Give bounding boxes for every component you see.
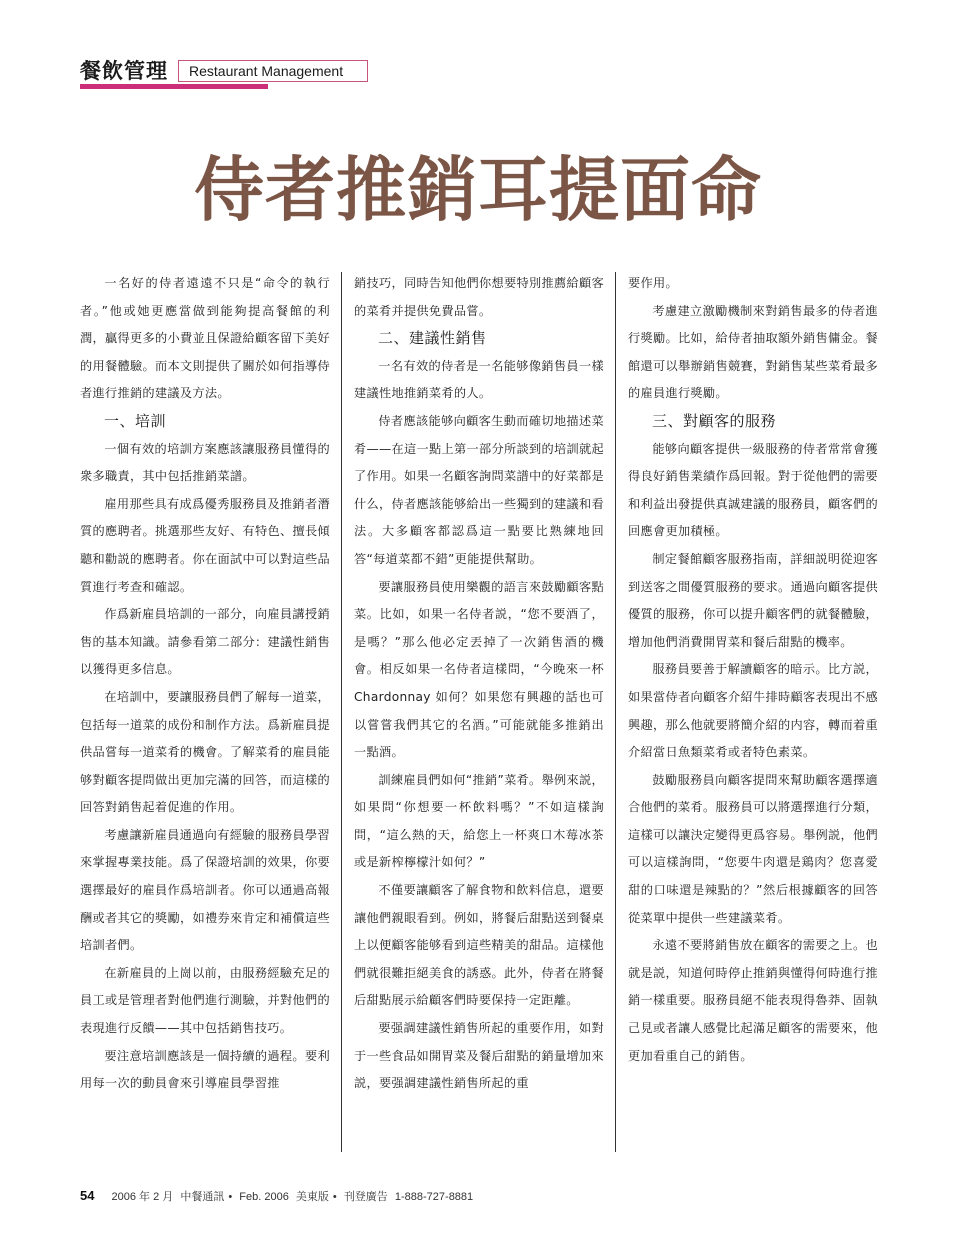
column-divider xyxy=(341,272,342,1152)
article-paragraph: 一個有效的培訓方案應該讓服務員懂得的衆多職責，其中包括推銷菜譜。 xyxy=(80,441,330,484)
article-paragraph: 雇用那些具有成爲優秀服務員及推銷者潛質的應聘者。挑選那些友好、有特色、擅長傾聽和勸説的應聘者。你在面試中可以對這些品質進行考查和確認。 xyxy=(80,496,330,594)
article-paragraph: 要注意培訓應該是一個持續的過程。要利用每一次的動員會來引導雇員學習推 xyxy=(80,1048,330,1091)
section-header xyxy=(80,58,380,90)
article-paragraph: 要讓服務員使用樂觀的語言來鼓勵顧客點菜。比如，如果一名侍者説，“您不要酒了，是嗎？”那么他必定丟掉了一次銷售酒的機會。相反如果一名侍者這樣問，“今晚來一杯 Chardonnay 如何？如果您有興趣的話也可以嘗嘗我們其它的名酒。”可能就能多推銷出一點酒。 xyxy=(354,579,604,760)
column-divider xyxy=(615,272,616,1152)
article-title: 侍者推銷耳提面命 xyxy=(194,148,762,231)
article-column-2 xyxy=(354,270,604,1160)
section-heading: 二、建議性銷售 xyxy=(378,329,487,348)
article-paragraph: 在培訓中，要讓服務員們了解每一道菜，包括每一道菜的成份和制作方法。爲新雇員提供品嘗每一道菜肴的機會。了解菜肴的雇員能够對顧客提問做出更加完滿的回答，而這樣的回答對銷售起着促進的作用。 xyxy=(80,689,330,815)
article-paragraph: 考慮讓新雇員通過向有經驗的服務員學習來掌握專業技能。爲了保證培訓的效果，你要選擇最好的雇員作爲培訓者。你可以通過高報酬或者其它的獎勵，如禮券來肯定和補償這些培訓者們。 xyxy=(80,827,330,953)
article-paragraph: 考慮建立激勵機制來對銷售最多的侍者進行獎勵。比如，給侍者抽取額外銷售傭金。餐館還可以舉辦銷售競賽，對銷售某些菜肴最多的雇員進行獎勵。 xyxy=(628,303,878,401)
article-column-3 xyxy=(628,270,878,1160)
article-paragraph: 銷技巧，同時告知他們你想要特別推薦給顧客的菜肴并提供免費品嘗。 xyxy=(354,276,604,318)
article-paragraph: 制定餐館顧客服務指南，詳細説明從迎客到送客之間優質服務的要求。通過向顧客提供優質的服務，你可以提升顧客們的就餐體驗，增加他們消費開胃菜和餐后甜點的機率。 xyxy=(628,551,878,649)
section-heading: 三、對顧客的服務 xyxy=(652,411,777,430)
section-heading: 一、培訓 xyxy=(104,411,167,430)
footer-edition: 美東版 xyxy=(295,1191,329,1203)
section-title-en: Restaurant Management xyxy=(178,60,368,82)
footer-ad-label: 刊登廣告 xyxy=(343,1191,388,1203)
article-paragraph: 能够向顧客提供一級服務的侍者常常會獲得良好銷售業績作爲回報。對于從他們的需要和利益出發提供真誠建議的服務員，顧客們的回應會更加積極。 xyxy=(628,441,878,539)
footer-bullet: • xyxy=(228,1191,233,1203)
article-paragraph: 服務員要善于解讀顧客的暗示。比方説，如果當侍者向顧客介紹牛排時顧客表現出不感興趣，那么他就要將簡介紹的内容，轉而着重介紹當日魚類菜肴或者特色素菜。 xyxy=(628,662,878,760)
section-title-zh: 餐飲管理 xyxy=(80,59,168,83)
article-paragraph: 鼓勵服務員向顧客提問來幫助顧客選擇適合他們的菜肴。服務員可以將選擇進行分類，這樣可以讓決定變得更爲容易。舉例説，他們可以這樣詢問，“您要牛肉還是鶏肉？您喜愛甜的口味還是辣點的？”然后根據顧客的回答從菜單中提供一些建議菜肴。 xyxy=(628,772,878,925)
footer-phone: 1-888-727-8881 xyxy=(394,1191,474,1203)
article-paragraph: 侍者應該能够向顧客生動而確切地描述菜肴——在這一點上第一部分所談到的培訓就起了作用。如果一名顧客詢問菜譜中的好菜都是什么，侍者應該能够給出一些獨到的建議和看法。大多顧客都認爲這一點要比熟練地回答“每道菜都不錯”更能提供幫助。 xyxy=(354,413,604,566)
article-paragraph: 訓練雇員們如何“推銷”菜肴。舉例來説，如果問“你想要一杯飲料嗎？”不如這樣詢問，“這么熱的天，給您上一杯爽口木莓冰茶或是新榨檸檬汁如何？” xyxy=(354,772,604,870)
page-number: 54 xyxy=(80,1188,95,1203)
page-footer xyxy=(80,1188,477,1205)
article-paragraph: 一名有效的侍者是一名能够像銷售員一樣建議性地推銷菜肴的人。 xyxy=(354,358,604,401)
article-paragraph: 作爲新雇員培訓的一部分，向雇員講授銷售的基本知識。請參看第二部分：建議性銷售以獲得更多信息。 xyxy=(80,607,330,677)
footer-publication: 中餐通訊 xyxy=(180,1191,225,1203)
article-paragraph: 一名好的侍者遠遠不只是“命令的執行者。”他或她更應當做到能夠提高餐館的利潤，贏得更多的小費並且保證給顧客留下美好的用餐體驗。而本文則提供了關於如何指導侍者進行推銷的建議及方法。 xyxy=(80,276,330,401)
article-paragraph: 要作用。 xyxy=(628,276,678,290)
article-column-1 xyxy=(80,270,330,1160)
footer-date-en: Feb. 2006 xyxy=(239,1191,289,1203)
article-paragraph: 要强調建議性銷售所起的重要作用，如對于一些食品如開胃菜及餐后甜點的銷量增加來説，要强調建議性銷售所起的重 xyxy=(354,1021,604,1091)
article-paragraph: 永遠不要將銷售放在顧客的需要之上。也就是説，知道何時停止推銷與懂得何時進行推銷一樣重要。服務員絕不能表現得魯莽、固執己見或者讓人感覺比起滿足顧客的需要來，他更加看重自己的銷售。 xyxy=(628,938,878,1063)
footer-date-zh: 2006 年 2 月 xyxy=(111,1191,174,1203)
article-paragraph: 不僅要讓顧客了解食物和飲料信息，還要讓他們親眼看到。例如，將餐后甜點送到餐桌上以便顧客能够看到這些精美的甜品。這樣他們就很難拒絕美食的誘惑。此外，侍者在將餐后甜點展示給顧客們時要保持一定距離。 xyxy=(354,883,604,1008)
footer-bullet: • xyxy=(332,1191,337,1203)
article-paragraph: 在新雇員的上崗以前，由服務經驗充足的員工或是管理者對他們進行測驗，并對他們的表現進行反饋——其中包括銷售技巧。 xyxy=(80,965,330,1036)
header-accent-rule xyxy=(80,84,268,89)
